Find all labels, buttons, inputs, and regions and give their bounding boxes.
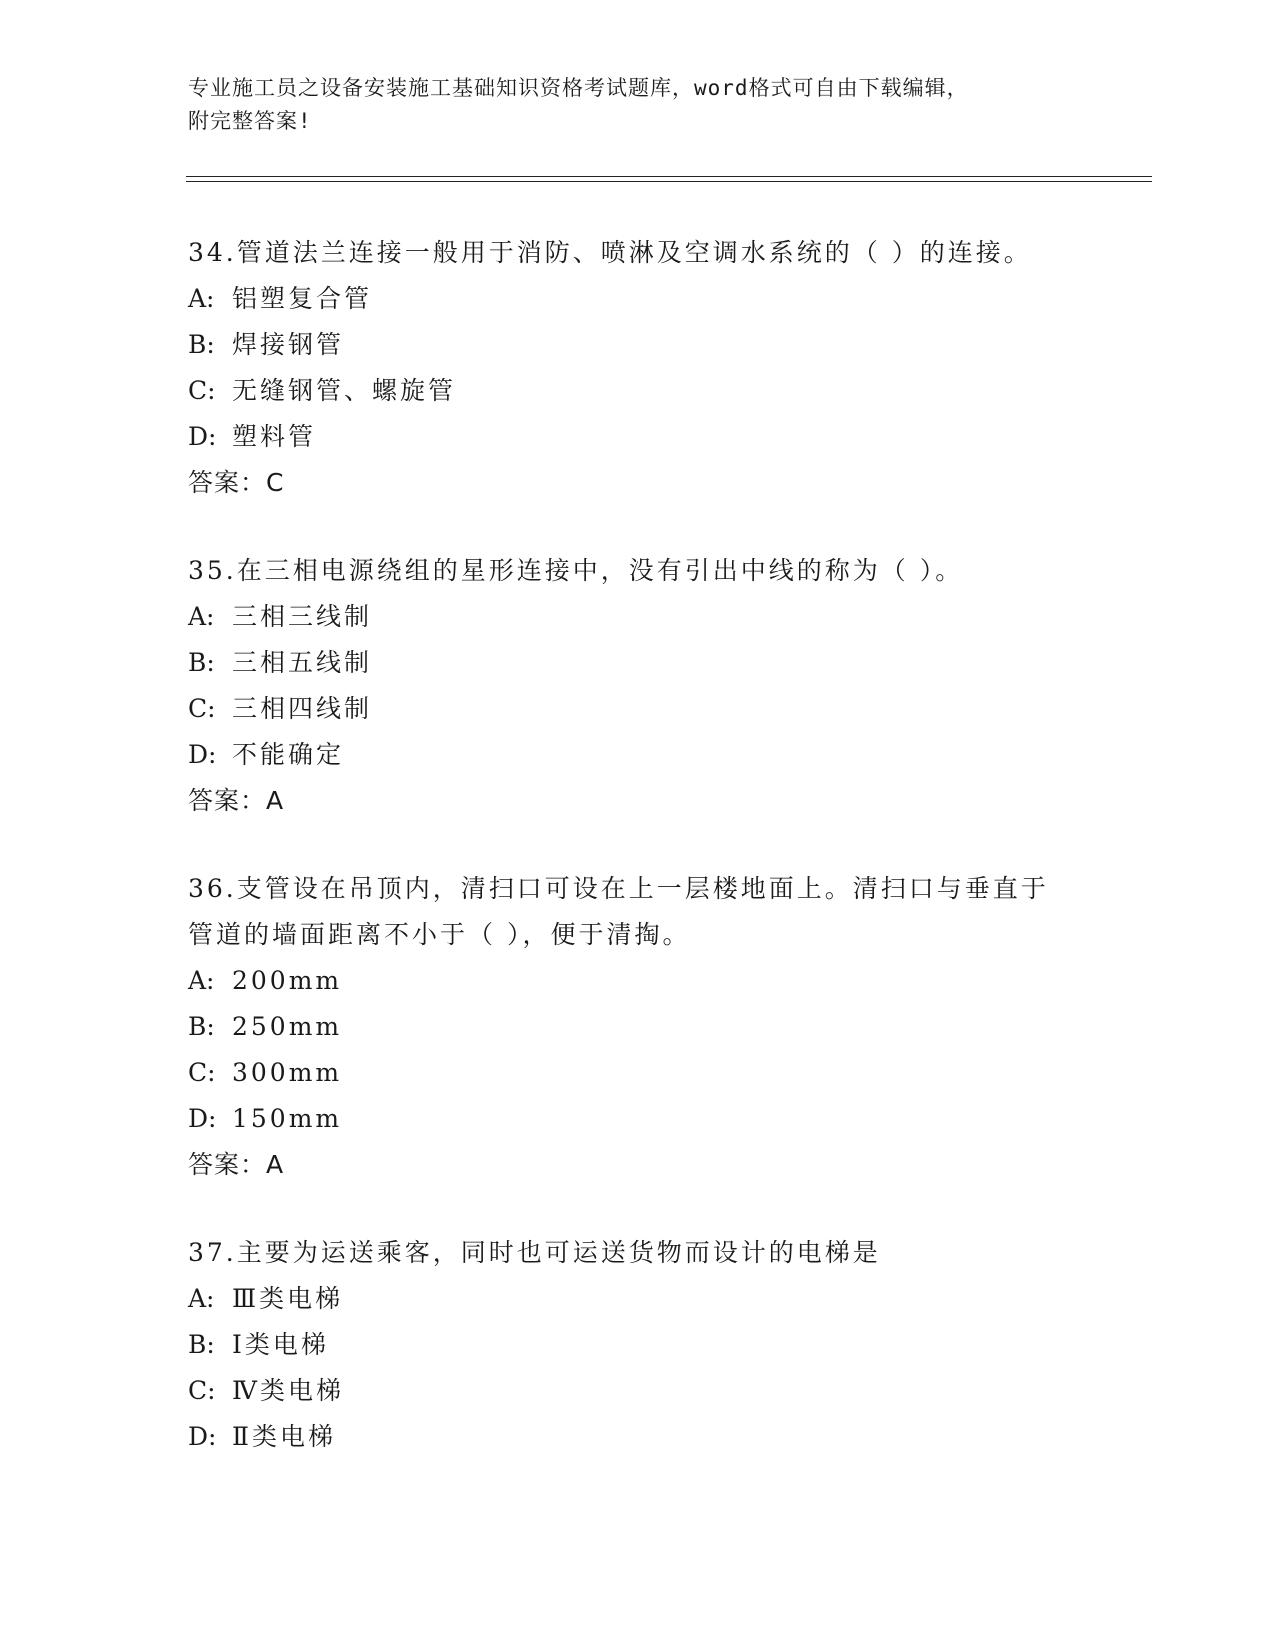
option-text: 三相五线制 <box>232 648 373 677</box>
option-a <box>188 958 1088 1004</box>
option-a <box>188 276 1088 322</box>
header-divider-bottom <box>186 181 1152 182</box>
option-b <box>188 1322 1088 1368</box>
option-key: C: <box>188 376 216 405</box>
question-36 <box>188 866 1088 1188</box>
answer-line: 答案：A <box>188 1150 285 1179</box>
option-text: 焊接钢管 <box>232 330 345 359</box>
option-key: C: <box>188 1058 216 1087</box>
option-text: Ⅱ类电梯 <box>232 1422 336 1451</box>
option-text: 250mm <box>232 1012 343 1041</box>
document-header <box>188 72 1088 138</box>
header-line-2: 附完整答案! <box>188 109 312 133</box>
option-text: Ⅲ类电梯 <box>232 1284 344 1313</box>
header-divider-top <box>186 176 1152 177</box>
option-key: C: <box>188 694 216 723</box>
option-text: Ⅰ类电梯 <box>232 1330 329 1359</box>
option-c <box>188 368 1088 414</box>
option-d <box>188 1414 1088 1460</box>
option-text: 塑料管 <box>232 422 317 451</box>
header-line-1: 专业施工员之设备安装施工基础知识资格考试题库，word格式可自由下载编辑， <box>188 76 969 100</box>
option-a <box>188 594 1088 640</box>
option-text: 200mm <box>232 966 343 995</box>
question-stem: 36.支管设在吊顶内，清扫口可设在上一层楼地面上。清扫口与垂直于 <box>188 874 1049 903</box>
option-key: B: <box>188 1330 215 1359</box>
option-a <box>188 1276 1088 1322</box>
option-text: 300mm <box>232 1058 343 1087</box>
answer-line: 答案：C <box>188 468 285 497</box>
option-c <box>188 686 1088 732</box>
question-34 <box>188 230 1088 506</box>
option-key: B: <box>188 1012 215 1041</box>
question-35 <box>188 548 1088 824</box>
option-key: B: <box>188 648 215 677</box>
option-key: C: <box>188 1376 216 1405</box>
option-b <box>188 322 1088 368</box>
option-key: A: <box>188 1284 215 1313</box>
option-key: D: <box>188 1104 217 1133</box>
question-stem-continued: 管道的墙面距离不小于（ ），便于清掏。 <box>188 920 691 949</box>
option-key: A: <box>188 602 215 631</box>
question-stem: 37.主要为运送乘客，同时也可运送货物而设计的电梯是 <box>188 1238 881 1267</box>
option-key: B: <box>188 330 215 359</box>
option-d <box>188 1096 1088 1142</box>
option-text: 150mm <box>232 1104 343 1133</box>
option-text: Ⅳ类电梯 <box>232 1376 344 1405</box>
option-key: D: <box>188 422 217 451</box>
option-c <box>188 1368 1088 1414</box>
option-key: A: <box>188 284 215 313</box>
question-stem: 34.管道法兰连接一般用于消防、喷淋及空调水系统的（ ）的连接。 <box>188 238 1032 267</box>
option-d <box>188 414 1088 460</box>
option-key: D: <box>188 1422 217 1451</box>
option-key: A: <box>188 966 215 995</box>
answer-line: 答案：A <box>188 786 285 815</box>
option-text: 铝塑复合管 <box>232 284 373 313</box>
option-text: 三相三线制 <box>232 602 373 631</box>
option-text: 不能确定 <box>232 740 345 769</box>
option-b <box>188 640 1088 686</box>
question-stem: 35.在三相电源绕组的星形连接中，没有引出中线的称为（ ）。 <box>188 556 964 585</box>
option-key: D: <box>188 740 217 769</box>
option-d <box>188 732 1088 778</box>
option-text: 无缝钢管、螺旋管 <box>232 376 457 405</box>
option-b <box>188 1004 1088 1050</box>
question-37 <box>188 1230 1088 1460</box>
option-c <box>188 1050 1088 1096</box>
option-text: 三相四线制 <box>232 694 373 723</box>
